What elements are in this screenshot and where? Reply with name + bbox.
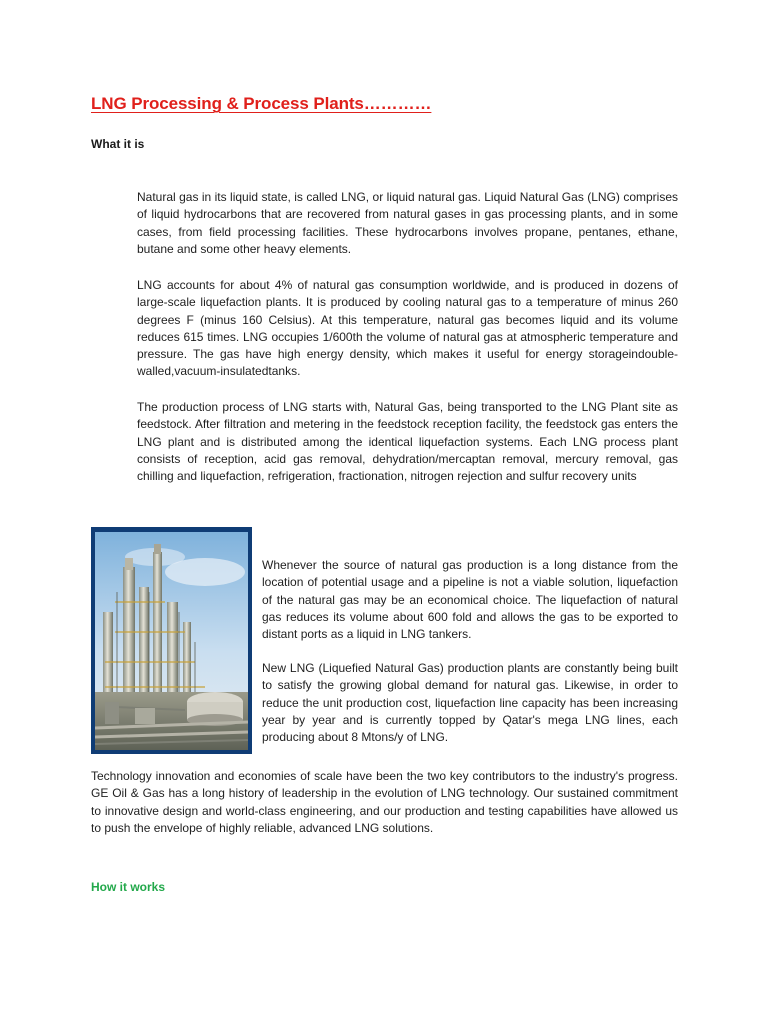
paragraph-lng-consumption: LNG accounts for about 4% of natural gas consumption worldwide, and is produced in dozens of large-scale liquefaction plants. It is produced by cooling natural gas to a temperature of minus 260 degrees F (minus 160 Celsius). At this temperature, natural gas becomes liquid and its volume reduces 615 times. LNG occupies 1/600th the volume of natural gas at atmospheric temperature and pressure. The gas have high energy density, which makes it useful for energy storageindouble-walled,vacuum-insulatedtanks. <box>137 278 678 379</box>
paragraph-liquefaction-rationale: Whenever the source of natural gas production is a long distance from the location of potential usage and a pipeline is not a viable solution, liquefaction of the natural gas may be an economical choice. The liquefaction of natural gas reduces its volume about 600 fold and allows the gas to be exported to distant ports as a liquid in LNG tankers. <box>262 558 678 642</box>
lng-plant-photo-icon <box>95 532 248 750</box>
section-heading-what-it-is: What it is <box>91 137 145 151</box>
lng-plant-photo <box>91 527 252 754</box>
paragraph-production-process: The production process of LNG starts with, Natural Gas, being transported to the LNG Plant site as feedstock. After filtration and metering in the feedstock reception facility, the feedstock gas enters the LNG plant and is distributed among the identical liquefaction systems. Each LNG process plant consists of reception, acid gas removal, dehydration/mercaptan removal, mercury removal, gas chilling and liquefaction, refrigeration, fractionation, nitrogen rejection and sulfur recovery units <box>137 400 678 484</box>
section-heading-how-it-works: How it works <box>91 880 166 894</box>
page-title: LNG Processing & Process Plants………… <box>91 94 432 113</box>
paragraph-technology-innovation: Technology innovation and economies of scale have been the two key contributors to the industry's progress. GE Oil & Gas has a long history of leadership in the evolution of LNG technology. Our sustained commitment to innovative design and world-class engineering, and our production and testing capabilities have allowed us to push the envelope of highly reliable, advanced LNG solutions. <box>91 769 678 835</box>
paragraph-lng-definition: Natural gas in its liquid state, is called LNG, or liquid natural gas. Liquid Natural Gas (LNG) comprises of liquid hydrocarbons that are recovered from natural gases in gas processing plants, and in some cases, from field processing facilities. These hydrocarbons involves propane, pentanes, ethane, butane and some other heavy elements. <box>137 190 678 256</box>
paragraph-new-plants: New LNG (Liquefied Natural Gas) production plants are constantly being built to satisfy the growing global demand for natural gas. Likewise, in order to reduce the unit production cost, liquefaction line capacity has been increasing year by year and is currently topped by Qatar's mega LNG lines, each producing about 8 Mtons/y of LNG. <box>262 661 678 745</box>
